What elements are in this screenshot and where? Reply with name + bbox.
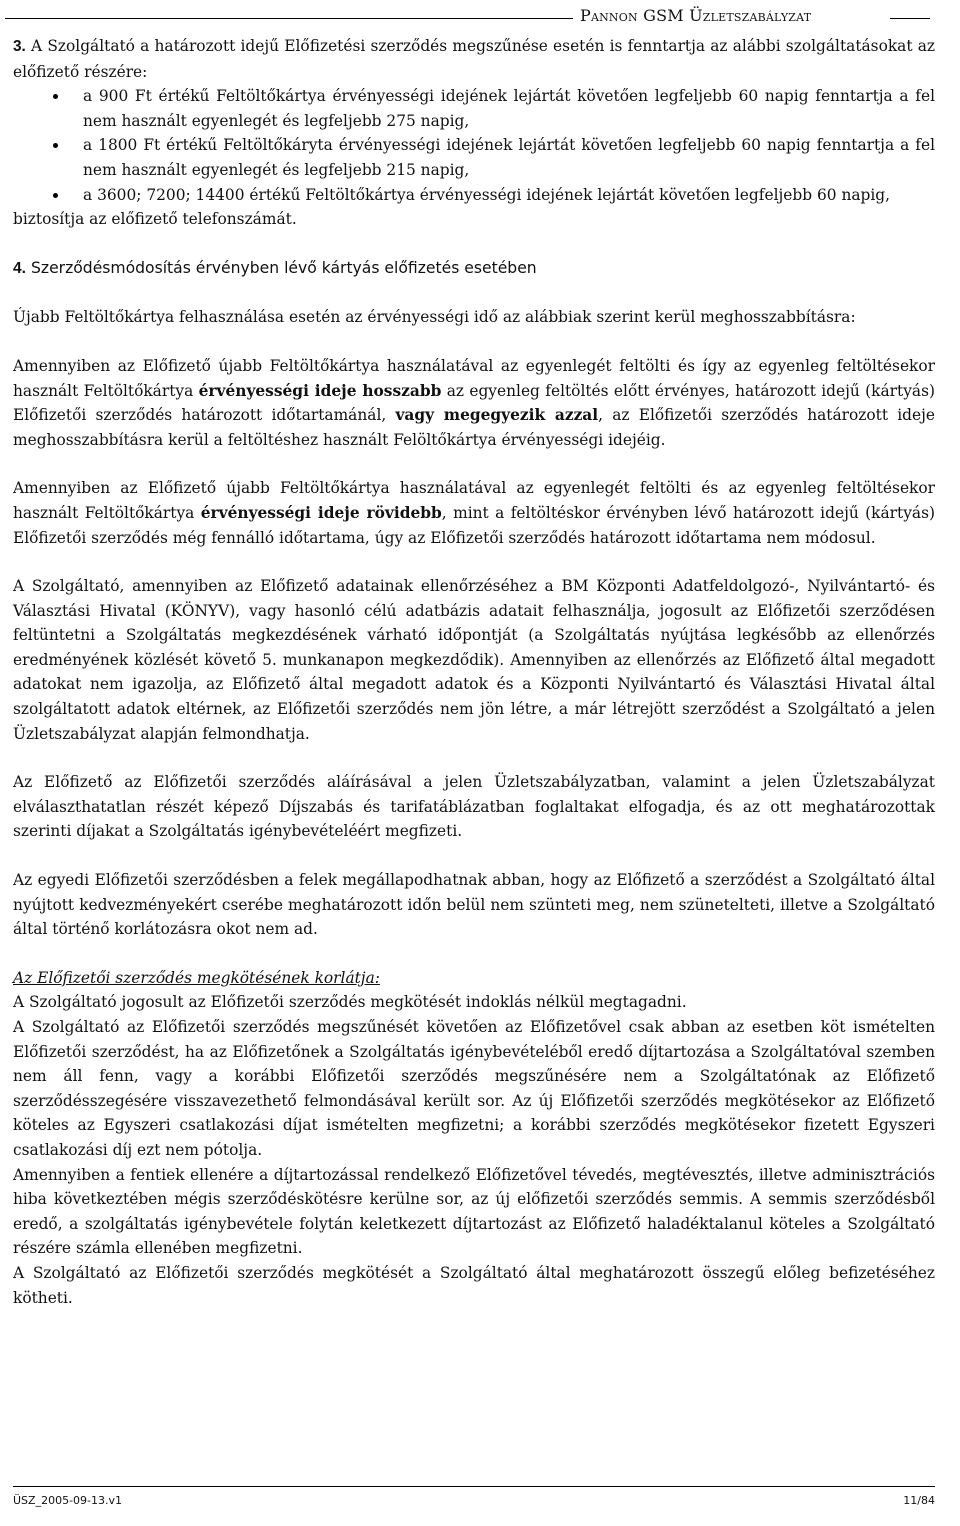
bullet-icon	[53, 94, 58, 99]
section-4-paragraph-1: Újabb Feltöltőkártya felhasználása esetén az érvényességi idő az alábbiak szerint kerül meghosszabbításra:	[13, 308, 856, 327]
section-3-intro	[13, 34, 935, 84]
section-3-bullet-list	[13, 84, 935, 207]
section-4-paragraph-6: Az egyedi Előfizetői szerződésben a felek megállapodhatnak abban, hogy az Előfizető a szerződést a Szolgáltató által nyújtott kedvezményekért cserébe meghatározott időn belül nem szünteti meg, nem szünetelteti, illetve a Szolgáltató által történő korlátozásra okot nem ad.	[13, 871, 935, 939]
limits-heading: Az Előfizetői szerződés megkötésének korlátja:	[13, 968, 380, 987]
limits-paragraph-4: A Szolgáltató az Előfizetői szerződés megkötését a Szolgáltató által meghatározott összegű előleg befizetéséhez kötheti.	[13, 1263, 935, 1307]
limits-paragraph-2: A Szolgáltató az Előfizetői szerződés megszűnését követően az Előfizetővel csak abban az esetben köt ismételten Előfizetői szerződést, ha az Előfizetőnek a Szolgáltatás igénybevételéből eredő díjtartozása a Szolgáltatóval szemben nem áll fenn, vagy a korábbi Előfizetői szerződés megszűnésére nem a Szolgáltatónak az Előfizető szerződésszegésére visszavezethető felmondásával került sor. Az új Előfizetői szerződés megkötésekor az Előfizető köteles az Egyszeri csatlakozási díjat ismételten megfizetni; a korábbi szerződés megkötésekor fizetett Egyszeri csatlakozási díj ezt nem pótolja.	[13, 1018, 935, 1159]
list-item	[13, 84, 935, 133]
document-body	[13, 34, 935, 1310]
list-item-text: a 900 Ft értékű Feltöltőkártya érvényességi idejének lejártát követően legfeljebb 60 napig fenntartja a fel nem használt egyenlegét és legfeljebb 275 napig,	[83, 87, 935, 130]
footer-document-id: ÜSZ_2005-09-13.v1	[13, 1494, 123, 1507]
limits-paragraph-1: A Szolgáltató jogosult az Előfizetői szerződés megkötését indoklás nélkül megtagadni.	[13, 993, 687, 1012]
bold-text-run: érvényességi ideje rövidebb	[200, 503, 442, 522]
list-item	[13, 133, 935, 182]
section-4-heading	[13, 256, 935, 282]
bold-text-run: érvényességi ideje hosszabb	[198, 381, 442, 400]
text-run: az egyenleg feltöltés előtt érvényes, határozott idejű (kártyás) Előfizetői szerződés határozott időtartamánál,	[13, 381, 935, 425]
header-title: Pannon GSM Üzletszabályzat	[580, 6, 812, 25]
section-4-paragraph-4: A Szolgáltató, amennyiben az Előfizető adatainak ellenőrzéséhez a BM Központi Adatfeldolgozó-, Nyilvántartó- és Választási Hivatal (KÖNYV), vagy hasonló célú adatbázis adatait felhasználja, jogosult az Előfizetői szerződésen feltüntetni a Szolgáltatás megkezdésének várható időpontját (a Szolgáltatás nyújtása legkésőbb az ellenőrzés eredményének közlését követő 5. munkanapon megkezdődik). Amennyiben az ellenőrzés az Előfizető által megadott adatokat nem igazolja, az Előfizető által megadott adatok és a Központi Nyilvántartó és Választási Hivatal által szolgáltatott adatok eltérnek, az Előfizetői szerződés nem jön létre, a már létrejött szerződést a Szolgáltató a jelen Üzletszabályzat alapján felmondhatja.	[13, 577, 935, 743]
bold-text-run: vagy megegyezik azzal	[395, 406, 599, 425]
text-run: Amennyiben az Előfizető újabb Feltöltőkártya használatával az egyenlegét feltölti és az egyenleg feltöltésekor használt Feltöltőkártya	[13, 479, 935, 522]
section-3-closing: biztosítja az előfizető telefonszámát.	[13, 210, 297, 229]
footer-page-number: 11/84	[903, 1494, 935, 1507]
list-item-text: a 1800 Ft értékű Feltöltőkáryta érvényességi idejének lejártát követően legfeljebb 60 napig fenntartja a fel nem használt egyenlegét és legfeljebb 215 napig,	[83, 136, 935, 179]
header-rule-left	[5, 18, 573, 19]
section-4-number: 4.	[13, 259, 27, 277]
section-4-title: Szerződésmódosítás érvényben lévő kártyás előfizetés esetében	[30, 258, 537, 277]
section-3-intro-text: A Szolgáltató a határozott idejű Előfizetési szerződés megszűnése esetén is fenntartja az alábbi szolgáltatásokat az előfizető részére:	[13, 37, 935, 81]
bullet-icon	[53, 143, 58, 148]
list-item-text: a 3600; 7200; 14400 értékű Feltöltőkártya érvényességi idejének lejártát követően legfeljebb 60 napig,	[83, 185, 891, 204]
section-4-paragraph-3	[13, 476, 935, 550]
section-4-paragraph-5: Az Előfizető az Előfizetői szerződés aláírásával a jelen Üzletszabályzatban, valamint a jelen Üzletszabályzat elválaszthatatlan részét képező Díjszabás és tarifatáblázatban foglaltakat elfogadja, és az ott meghatározottak szerinti díjakat a Szolgáltatás igénybevételéért megfizeti.	[13, 773, 935, 841]
text-run: , az Előfizetői szerződés határozott ideje meghosszabbításra kerül a feltöltéshez használt Felöltőkártya érvényességi idejéig.	[13, 406, 935, 449]
list-item	[13, 183, 935, 208]
header-rule-right	[890, 18, 930, 19]
section-3-number: 3.	[13, 38, 26, 55]
limits-paragraph-3: Amennyiben a fentiek ellenére a díjtartozással rendelkező Előfizetővel tévedés, megtévesztés, illetve adminisztrációs hiba következtében mégis szerződéskötésre kerülne sor, az új előfizetői szerződés semmis. A semmis szerződésből eredő, a szolgáltatás igénybevétele folytán keletkezett díjtartozást az Előfizető haladéktalanul köteles a Szolgáltató részére számla ellenében megfizetni.	[13, 1165, 935, 1258]
section-4-paragraph-2	[13, 354, 935, 452]
bullet-icon	[53, 193, 58, 198]
text-run: , mint a feltöltéskor érvényben lévő határozott idejű (kártyás) Előfizetői szerződés még fennálló időtartama, úgy az Előfizetői szerződés határozott időtartama nem módosul.	[13, 503, 935, 547]
page-footer	[13, 1486, 935, 1507]
page-header	[0, 4, 960, 26]
text-run: Amennyiben az Előfizető újabb Feltöltőkártya használatával az egyenlegét feltölti és így az egyenleg feltöltésekor használt Feltöltőkártya	[13, 356, 935, 400]
